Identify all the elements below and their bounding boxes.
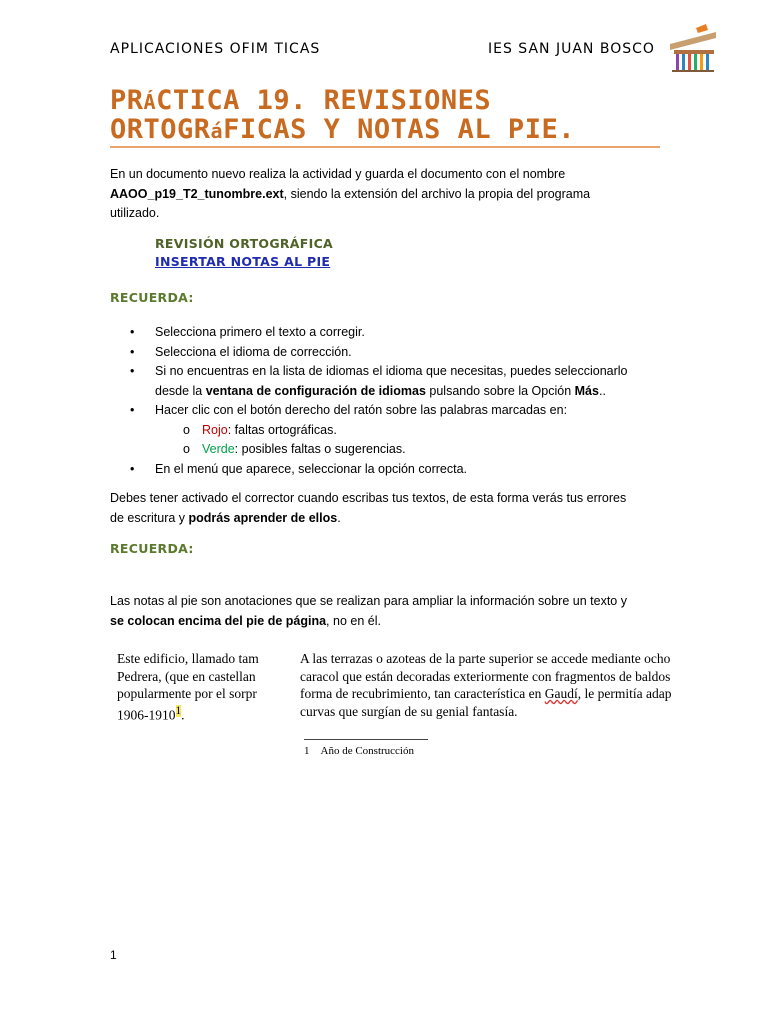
corrector-paragraph: Debes tener activado el corrector cuando escribas tus textos, de esta forma verás tus errores de escritura y podrás aprender de ellos. (110, 491, 627, 525)
header-right: IES SAN JUAN BOSCO (488, 41, 655, 57)
footnote-text: 1 Año de Construcción (304, 745, 414, 757)
list-item: • Hacer clic con el botón derecho del ratón sobre las palabras marcadas en: (130, 403, 568, 417)
list-item: • En el menú que aparece, seleccionar la opción correcta. (130, 461, 467, 476)
school-logo-icon (666, 24, 720, 74)
header-left: APLICACIONES OFIM TICAS (110, 41, 321, 57)
sub-list-item: o Rojo: faltas ortográficas. (183, 422, 337, 437)
sample-image-left: Este edificio, llamado tam Pedrera, (que en castellan popularmente por el sorpr 1906-1910$^1$. (117, 651, 259, 722)
link-insertar-notas-al-pie[interactable]: INSERTAR NOTAS AL PIE (155, 254, 331, 269)
sample-image-right: A las terrazas o azoteas de la parte superior se accede mediante ocho caracol que están decoradas exteriormente con fragmentos de baldos forma de recubrimiento, tan característica en Gaudí, le permitía adap curvas que surgían de su genial fantasía. 1 Año de Construcción (300, 650, 720, 770)
list-item: • Selecciona primero el texto a corregir. (130, 325, 365, 339)
link-revision-ortografica[interactable]: REVISIÓN ORTOGRÁFICA (155, 236, 334, 251)
recuerda-heading-2: RECUERDA: (110, 541, 194, 556)
list-item: • Si no encuentras en la lista de idiomas el idioma que necesitas, puedes seleccionarlo desde la ventana de configuración de idiomas pulsando sobre la Opción Más.. (130, 364, 628, 398)
intro-paragraph: En un documento nuevo realiza la actividad y guarda el documento con el nombre AAOO_p19_T2_tunombre.ext, siendo la extensión del archivo la propia del programa utilizado. (110, 167, 591, 220)
sub-list-item: o Verde: posibles faltas o sugerencias. (183, 442, 406, 456)
filename-text: AAOO_p19_T2_tunombre.ext (110, 186, 284, 201)
footnote-separator (304, 739, 428, 740)
recuerda-heading-1: RECUERDA: (110, 290, 194, 305)
page-title-line1: PRÁCTICA 19. REVISIONES (110, 85, 492, 116)
notas-paragraph: Las notas al pie son anotaciones que se realizan para ampliar la información sobre un texto y se colocan encima del pie de página, no en él. (110, 594, 627, 628)
footnote-mark: 1 (175, 704, 182, 717)
title-divider (110, 146, 660, 148)
list-item: • Selecciona el idioma de corrección. (130, 344, 352, 359)
page-number: 1 (110, 948, 117, 962)
page-title-line2: ORTOGRáFICAS Y NOTAS AL PIE. (110, 114, 575, 145)
tips-list (110, 323, 628, 479)
